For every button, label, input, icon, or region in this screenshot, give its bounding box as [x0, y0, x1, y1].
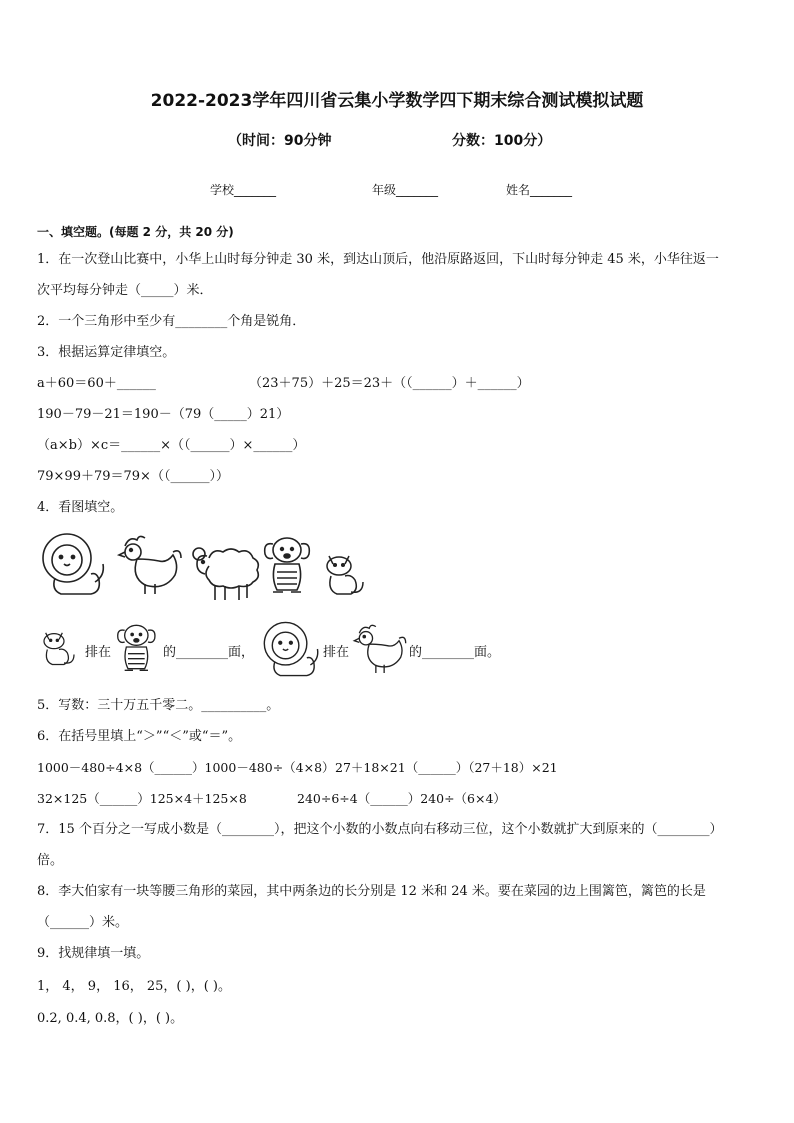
section-heading: 一、填空题。(每题 2 分，共 20 分): [37, 225, 234, 239]
q9-sequence-b: 0.2, 0.4, 0.8，( )，( )。: [37, 1011, 184, 1026]
question-7-line-2: 倍。: [37, 853, 64, 868]
hen-icon: [351, 620, 409, 678]
q4-text-4: 的________面。: [409, 645, 501, 660]
q4-text-1: 排在: [85, 645, 112, 660]
q6-item-d: 240÷6÷4（______）240÷（6×4）: [297, 791, 506, 806]
q3-item-c: 190－79－21＝190－（79（_____）21）: [37, 407, 290, 422]
q6-item-c: 32×125（______）125×4＋125×8: [37, 791, 247, 806]
q3-item-d: （a×b）×c＝______×（（______）×______）: [37, 438, 306, 453]
question-6-row-1: [37, 760, 764, 776]
question-4-prompt: 4．看图填空。: [37, 500, 124, 515]
q4-text-3: 排在: [323, 645, 350, 660]
question-3-row-1: [37, 376, 764, 392]
grade-field: 年级_______: [372, 183, 439, 197]
question-3-prompt: 3．根据运算定律填空。: [37, 345, 176, 360]
question-7-line-1: 7．15 个百分之一写成小数是（________），把这个小数的小数点向右移动三位，这个小数就扩大到原来的（________）: [37, 822, 723, 837]
question-6-prompt: 6．在括号里填上“＞”“＜”或“＝”。: [37, 729, 242, 744]
lion-icon: [259, 618, 321, 680]
name-field: 姓名_______: [506, 183, 573, 197]
hen-icon: [115, 532, 185, 598]
question-6-row-2: [37, 791, 764, 807]
q3-item-b: （23＋75）＋25＝23＋（（______）＋______）: [249, 376, 530, 391]
school-field: 学校_______: [210, 183, 277, 197]
puppy-icon: [259, 530, 319, 598]
q3-item-a: a＋60＝60＋______: [37, 376, 156, 391]
kitten-icon: [321, 548, 369, 598]
q9-sequence-a: 1， 4， 9， 16， 25，( )，( )。: [37, 979, 231, 994]
q6-item-a: 1000－480÷4×8（______）1000－480÷（4×8）: [37, 760, 335, 775]
question-1-line-1: 1．在一次登山比赛中，小华上山时每分钟走 30 米，到达山顶后，他沿原路返回，下山时每分钟走 45 米，小华往返一: [37, 252, 719, 267]
question-8-line-2: （______）米。: [37, 915, 129, 930]
sheep-icon: [187, 540, 267, 602]
total-score: 分数：100分）: [452, 133, 552, 149]
question-8-line-1: 8．李大伯家有一块等腰三角形的菜园，其中两条边的长分别是 12 米和 24 米。要在菜园的边上围篱笆，篱笆的长是: [37, 884, 706, 899]
question-1-line-2: 次平均每分钟走（_____）米．: [37, 283, 213, 298]
page-title: 2022-2023学年四川省云集小学数学四下期末综合测试模拟试题: [150, 91, 644, 111]
animal-illustrations: [37, 530, 377, 605]
lion-icon: [37, 530, 107, 598]
question-2: 2．一个三角形中至少有________个角是锐角．: [37, 314, 306, 329]
question-4-fill-row: [37, 616, 557, 686]
question-5: 5．写数：三十万五千零二。__________。: [37, 698, 280, 713]
q6-item-b: 27＋18×21（______）（27＋18）×21: [335, 760, 558, 775]
q4-text-2: 的________面，: [163, 645, 255, 660]
puppy-icon: [113, 616, 163, 678]
question-9-prompt: 9．找规律填一填。: [37, 946, 150, 961]
time-limit: （时间：90分钟: [228, 133, 332, 149]
kitten-icon: [39, 624, 79, 670]
q3-item-e: 79×99＋79＝79×（（______））: [37, 469, 229, 484]
